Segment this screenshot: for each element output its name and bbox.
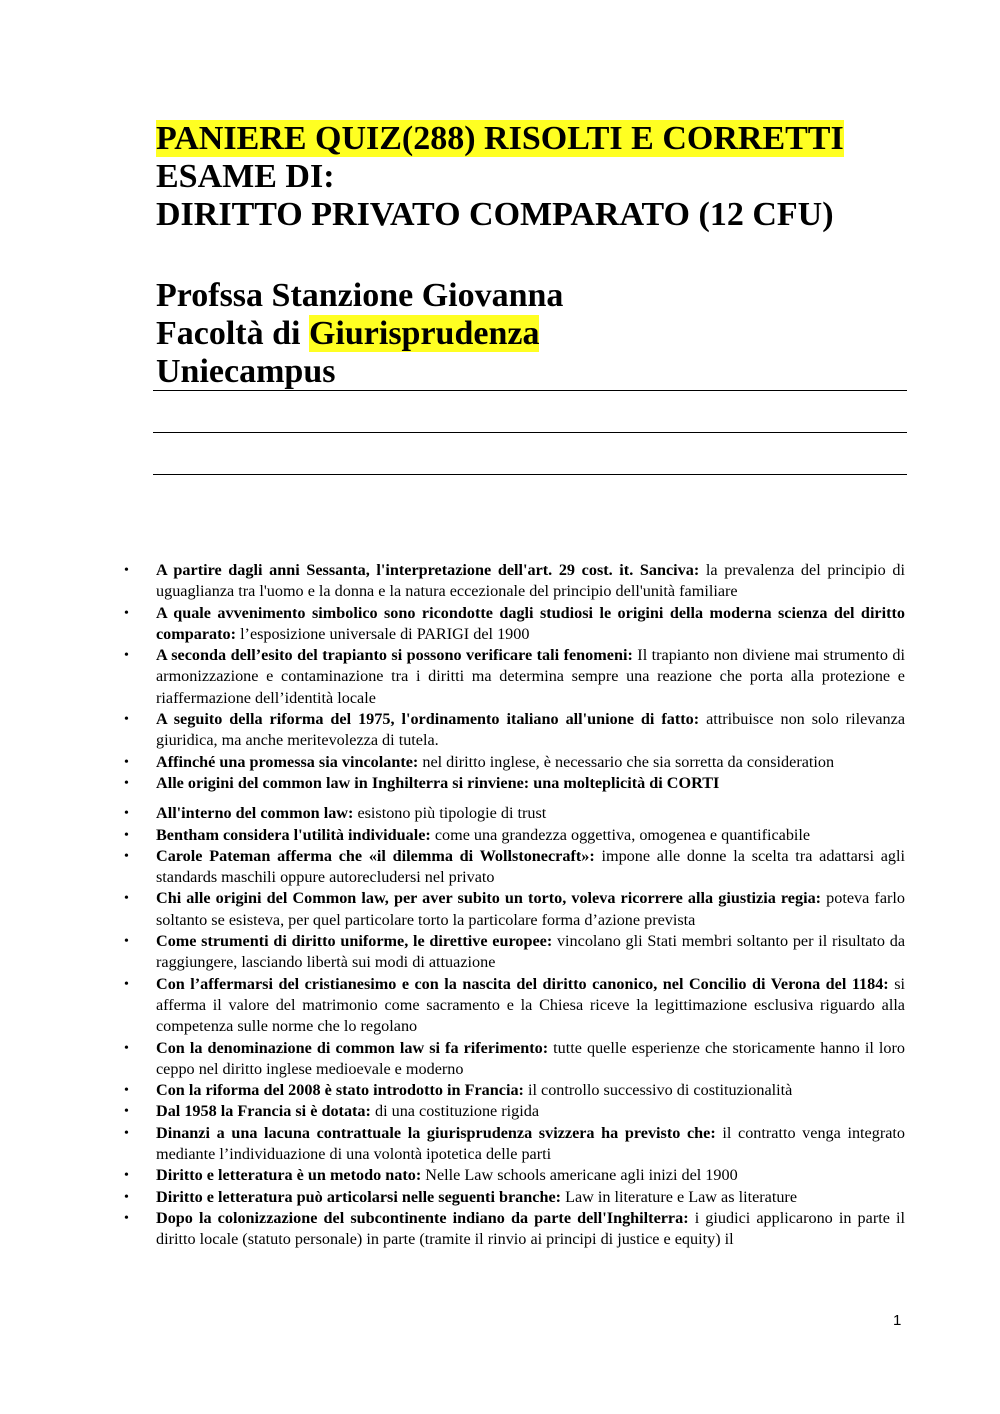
quiz-answer: Il trapianto non diviene mai strumento di armonizzazione e contaminazione tra i diritti ma determina sempre una reazione che porta alla protezione e riaffermazione dell’identità locale bbox=[156, 646, 905, 707]
bullet-icon: • bbox=[124, 1104, 129, 1120]
quiz-answer: si afferma il valore del matrimonio come sacramento e la Chiesa riceve la legittimazione esclusiva riguardo alla competenza sulle norme che lo regolano bbox=[156, 974, 905, 1036]
quiz-answer: il contratto venga integrato mediante l’individuazione di una volontà ipotetica delle parti bbox=[156, 1123, 905, 1164]
quiz-answer: la prevalenza del principio di uguaglianza tra l'uomo e la donna e la natura eccezionale del principio dell'unità familiare bbox=[156, 561, 905, 601]
quiz-item bbox=[124, 752, 905, 773]
quiz-answer: i giudici applicarono in parte il diritto locale (statuto personale) in parte (tramite il rinvio ai principi di justice e equity) il bbox=[156, 1208, 905, 1249]
quiz-item bbox=[124, 709, 906, 752]
faculty-line bbox=[156, 315, 916, 353]
quiz-question: A quale avvenimento simbolico sono ricondotte dagli studiosi le origini della moderna scienza del diritto comparato: bbox=[156, 603, 905, 643]
quiz-question: Dal 1958 la Francia si è dotata: bbox=[156, 1102, 371, 1121]
quiz-item bbox=[124, 974, 905, 1038]
quiz-answer: esistono più tipologie di trust bbox=[353, 804, 547, 823]
quiz-answer: tutte quelle esperienze che storicamente hanno il loro ceppo nel diritto inglese medioevale e moderno bbox=[156, 1038, 905, 1078]
bullet-icon: • bbox=[124, 1125, 129, 1141]
quiz-question: Affinché una promessa sia vincolante: bbox=[156, 752, 419, 771]
quiz-question: A partire dagli anni Sessanta, l'interpretazione dell'art. 29 cost. it. Sanciva: bbox=[156, 561, 700, 579]
author-block bbox=[156, 277, 916, 391]
page-number: 1 bbox=[893, 1312, 902, 1329]
quiz-question: Carole Pateman afferma che «il dilemma di Wollstonecraft»: bbox=[156, 846, 595, 865]
quiz-list bbox=[124, 560, 906, 1251]
quiz-answer: come una grandezza oggettiva, omogenea e quantificabile bbox=[430, 825, 811, 844]
quiz-question: Come strumenti di diritto uniforme, le direttive europee: bbox=[156, 932, 553, 951]
bullet-icon: • bbox=[124, 1040, 129, 1056]
quiz-item bbox=[124, 1208, 905, 1251]
quiz-answer: nel diritto inglese, è necessario che sia sorretta da consideration bbox=[418, 752, 835, 771]
horizontal-rule bbox=[153, 474, 907, 475]
quiz-item bbox=[124, 803, 905, 824]
quiz-answer: l’esposizione universale di PARIGI del 1900 bbox=[236, 624, 530, 643]
quiz-item bbox=[124, 931, 906, 974]
professor-name: Profssa Stanzione Giovanna bbox=[156, 277, 564, 314]
bullet-icon: • bbox=[124, 648, 129, 664]
quiz-answer: Nelle Law schools americane agli inizi del 1900 bbox=[421, 1166, 738, 1185]
bullet-icon: • bbox=[124, 934, 129, 950]
document-title bbox=[156, 120, 916, 234]
quiz-item bbox=[124, 1165, 905, 1186]
horizontal-rule bbox=[153, 432, 907, 433]
quiz-question: Alle origini del common law in Inghilterra si rinviene: una molteplicità di CORTI bbox=[156, 773, 720, 792]
highlighted-title: PANIERE QUIZ(288) RISOLTI E CORRETTI bbox=[156, 120, 844, 157]
quiz-item bbox=[124, 560, 905, 603]
title-line-3: DIRITTO PRIVATO COMPARATO (12 CFU) bbox=[156, 196, 834, 233]
quiz-question: Con l’affermarsi del cristianesimo e con la nascita del diritto canonico, nel Concilio di Verona del 1184: bbox=[156, 974, 889, 993]
quiz-question: Dinanzi a una lacuna contrattuale la giurisprudenza svizzera ha previsto che: bbox=[156, 1123, 716, 1142]
title-line-1 bbox=[156, 120, 916, 158]
bullet-icon: • bbox=[124, 754, 129, 770]
quiz-item bbox=[124, 1080, 905, 1101]
quiz-question: All'interno del common law: bbox=[156, 804, 354, 823]
quiz-question: Con la denominazione di common law si fa riferimento: bbox=[156, 1038, 549, 1057]
quiz-item bbox=[124, 1101, 905, 1122]
quiz-item bbox=[124, 846, 905, 889]
university-name: Uniecampus bbox=[156, 353, 336, 390]
quiz-item bbox=[124, 645, 905, 709]
quiz-answer: vincolano gli Stati membri soltanto per il risultato da raggiungere, lasciando libertà sui modi di attuazione bbox=[156, 932, 906, 972]
bullet-icon: • bbox=[124, 605, 129, 621]
quiz-question: Chi alle origini del Common law, per aver subito un torto, voleva ricorrere alla giustizia regia: bbox=[156, 889, 822, 908]
quiz-question: Bentham considera l'utilità individuale: bbox=[156, 825, 431, 844]
bullet-icon: • bbox=[124, 848, 129, 864]
bullet-icon: • bbox=[124, 891, 129, 907]
quiz-question: Diritto e letteratura può articolarsi nelle seguenti branche: bbox=[156, 1187, 562, 1206]
quiz-item bbox=[124, 825, 905, 846]
quiz-item bbox=[124, 1123, 905, 1166]
bullet-icon: • bbox=[124, 827, 129, 843]
quiz-answer: impone alle donne la scelta tra adattarsi agli standards maschili oppure autorecludersi nel privato bbox=[156, 846, 905, 887]
quiz-answer: il controllo successivo di costituzionalità bbox=[523, 1081, 793, 1100]
bullet-icon: • bbox=[124, 976, 129, 992]
bullet-icon: • bbox=[124, 1083, 129, 1099]
quiz-item bbox=[124, 888, 905, 931]
quiz-answer: Law in literature e Law as literature bbox=[561, 1187, 797, 1206]
quiz-item bbox=[124, 1038, 905, 1081]
bullet-icon: • bbox=[124, 1168, 129, 1184]
bullet-icon: • bbox=[124, 806, 129, 822]
quiz-question: A seguito della riforma del 1975, l'ordinamento italiano all'unione di fatto: bbox=[156, 710, 700, 729]
quiz-item bbox=[124, 1187, 905, 1208]
title-line-2: ESAME DI: bbox=[156, 158, 335, 195]
quiz-question: Dopo la colonizzazione del subcontinente indiano da parte dell'Inghilterra: bbox=[156, 1208, 689, 1227]
bullet-icon: • bbox=[124, 1189, 129, 1205]
quiz-item bbox=[124, 773, 905, 794]
horizontal-rule bbox=[153, 390, 907, 391]
quiz-question: Diritto e letteratura è un metodo nato: bbox=[156, 1166, 422, 1185]
quiz-answer: attribuisce non solo rilevanza giuridica, ma anche meritevolezza di tutela. bbox=[156, 710, 906, 750]
quiz-answer: di una costituzione rigida bbox=[370, 1102, 540, 1121]
quiz-question: A seconda dell’esito del trapianto si possono verificare tali fenomeni: bbox=[156, 646, 633, 665]
bullet-icon: • bbox=[124, 775, 129, 791]
bullet-icon: • bbox=[124, 563, 129, 578]
faculty-prefix: Facoltà di bbox=[156, 315, 309, 352]
quiz-question: Con la riforma del 2008 è stato introdotto in Francia: bbox=[156, 1081, 524, 1100]
faculty-name: Giurisprudenza bbox=[308, 315, 540, 352]
bullet-icon: • bbox=[124, 712, 129, 728]
quiz-item bbox=[124, 603, 905, 646]
bullet-icon: • bbox=[124, 1210, 129, 1226]
quiz-answer: poteva farlo soltanto se esisteva, per quel particolare torto la particolare forma d’azione prevista bbox=[156, 889, 905, 929]
